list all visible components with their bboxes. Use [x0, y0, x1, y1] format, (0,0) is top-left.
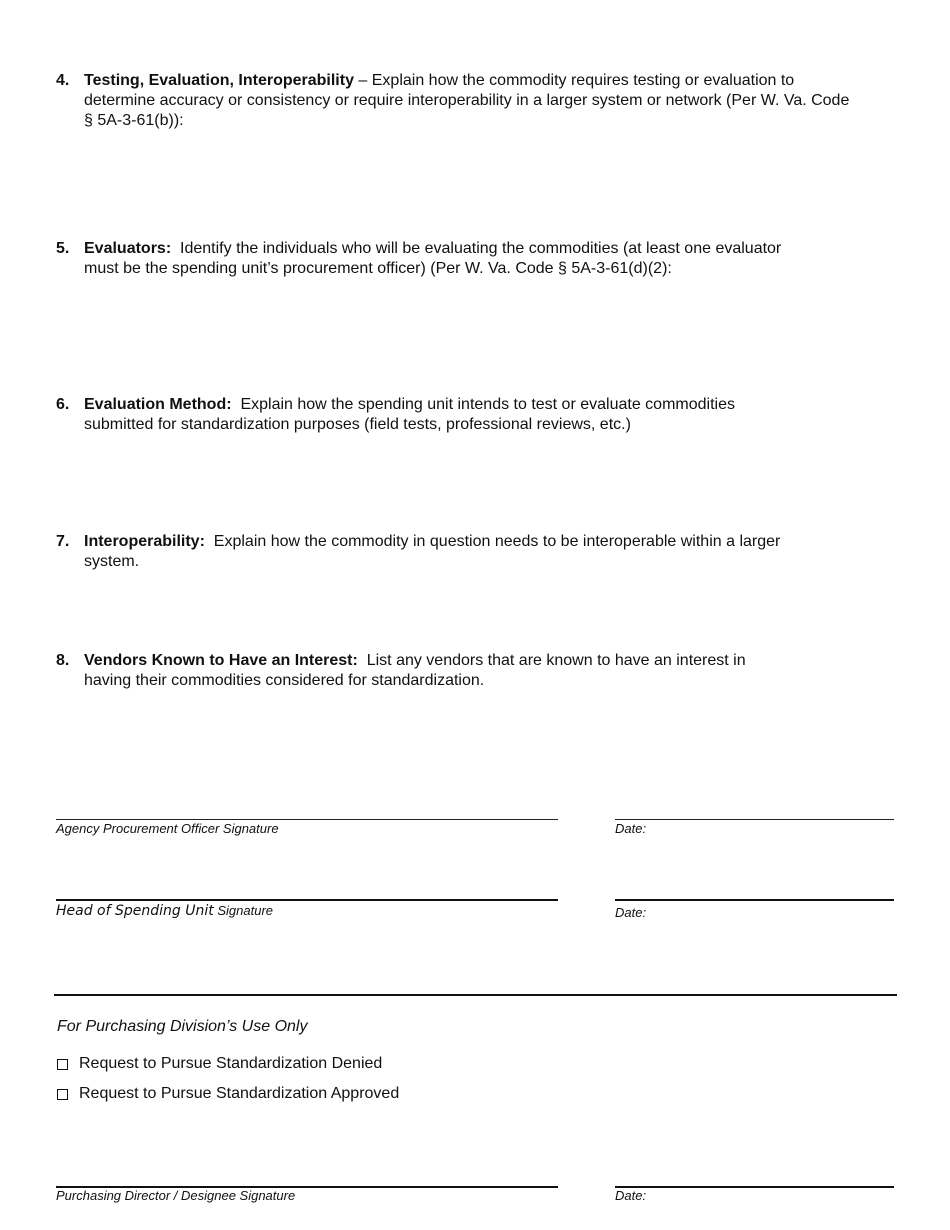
question-title: Evaluators:	[84, 240, 172, 257]
head-of-spending-unit-date-label: Date:	[615, 905, 647, 920]
question-text: determine accuracy or consistency or require interoperability in a larger system or network (Per W. Va. Code	[84, 92, 850, 109]
procurement-officer-date-label: Date:	[615, 821, 647, 836]
denied-label: Request to Pursue Standardization Denied	[79, 1055, 383, 1072]
director-date-line[interactable]	[615, 1186, 894, 1188]
procurement-officer-date-line[interactable]	[615, 819, 894, 820]
question-title: Testing, Evaluation, Interoperability	[84, 72, 354, 89]
question-text: Identify the individuals who will be evaluating the commodities (at least one evaluator	[171, 240, 782, 257]
question-text: must be the spending unit’s procurement officer) (Per W. Va. Code § 5A-3-61(d)(2):	[84, 260, 672, 277]
denied-checkbox[interactable]	[57, 1059, 68, 1070]
question-text: – Explain how the commodity requires testing or evaluation to	[353, 72, 795, 89]
head-of-spending-unit-date-line[interactable]	[615, 899, 894, 901]
question-title: Vendors Known to Have an Interest:	[84, 652, 358, 669]
approved-option[interactable]	[57, 1085, 399, 1103]
denied-option[interactable]	[57, 1055, 382, 1073]
approved-checkbox[interactable]	[57, 1089, 68, 1100]
purchasing-use-heading: For Purchasing Division’s Use Only	[57, 1018, 308, 1035]
section-divider	[54, 994, 897, 996]
head-label-part1: Head of Spending Unit	[56, 903, 214, 919]
approved-label: Request to Pursue Standardization Approved	[79, 1085, 400, 1102]
procurement-officer-signature-line[interactable]	[56, 819, 558, 820]
director-date-label: Date:	[615, 1188, 647, 1203]
head-of-spending-unit-signature-line[interactable]	[56, 899, 558, 901]
question-text: having their commodities considered for standardization.	[84, 672, 485, 689]
head-label-part2: Signature	[213, 903, 274, 918]
question-title: Evaluation Method:	[84, 396, 232, 413]
question-number: 5.	[56, 240, 70, 257]
question-title: Interoperability:	[84, 533, 205, 550]
director-signature-label: Purchasing Director / Designee Signature	[56, 1188, 296, 1203]
question-text: system.	[84, 553, 140, 570]
question-text: Explain how the commodity in question needs to be interoperable within a larger	[204, 533, 781, 550]
question-text: Explain how the spending unit intends to test or evaluate commodities	[231, 396, 735, 413]
head-of-spending-unit-signature-label	[56, 903, 273, 919]
question-number: 4.	[56, 72, 70, 89]
question-number: 7.	[56, 533, 70, 550]
question-number: 6.	[56, 396, 70, 413]
procurement-officer-signature-label: Agency Procurement Officer Signature	[56, 821, 279, 836]
question-number: 8.	[56, 652, 70, 669]
question-text: submitted for standardization purposes (field tests, professional reviews, etc.)	[84, 416, 631, 433]
question-text: List any vendors that are known to have an interest in	[357, 652, 746, 669]
question-text: § 5A-3-61(b)):	[84, 112, 184, 129]
